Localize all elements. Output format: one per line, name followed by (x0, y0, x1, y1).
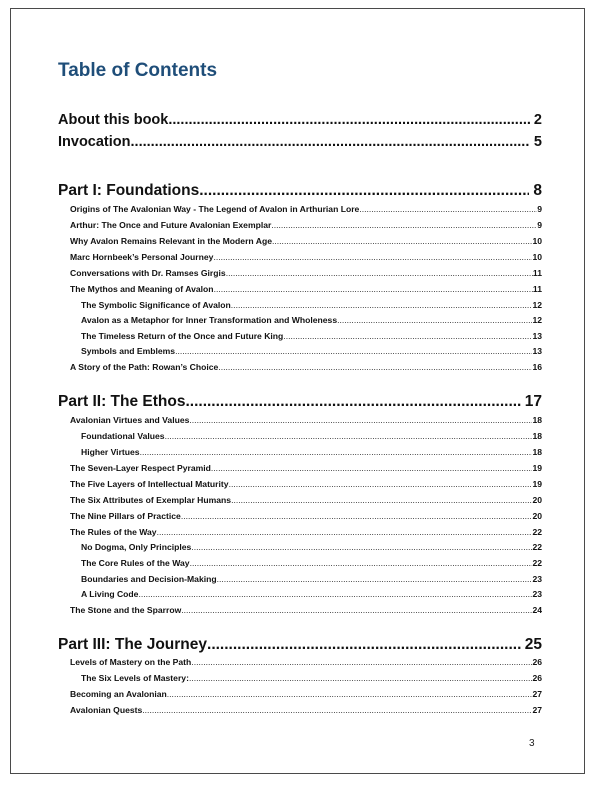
toc-part-heading (58, 636, 542, 654)
toc-entry-page: 23 (532, 574, 542, 584)
toc-entry (70, 705, 542, 715)
document-page (10, 8, 585, 774)
toc-entry (70, 236, 542, 246)
toc-entry (70, 657, 542, 667)
toc-entry-page: 10 (532, 252, 542, 262)
toc-entry (81, 574, 542, 584)
dot-leader (189, 415, 532, 425)
toc-entry (70, 495, 542, 505)
toc-entry (70, 362, 542, 372)
toc-entry-title: Marc Hornbeek’s Personal Journey (70, 252, 214, 262)
toc-entry (81, 673, 542, 683)
dot-leader (185, 393, 520, 411)
dot-leader (142, 705, 532, 715)
toc-entry (81, 346, 542, 356)
toc-entry (70, 463, 542, 473)
toc-entry-page: 13 (532, 331, 542, 341)
toc-entry (81, 331, 542, 341)
toc-entry-title: The Stone and the Sparrow (70, 605, 182, 615)
toc-entry-page: 9 (537, 220, 542, 230)
toc-entry-page: 10 (532, 236, 542, 246)
dot-leader (175, 346, 532, 356)
page-title: Table of Contents (58, 60, 218, 81)
dot-leader (229, 479, 533, 489)
toc-entry (70, 415, 542, 425)
toc-entry (58, 134, 542, 150)
toc-entry (81, 431, 542, 441)
toc-entry-page: 26 (532, 657, 542, 667)
toc-entry-title: No Dogma, Only Principles (81, 542, 192, 552)
dot-leader (191, 542, 532, 552)
toc-entry-title: The Rules of the Way (70, 527, 157, 537)
toc-entry-page: 17 (524, 393, 542, 410)
toc-entry-title: Part I: Foundations (58, 182, 200, 199)
toc-entry-title: The Six Levels of Mastery: (81, 673, 189, 683)
dot-leader (181, 605, 532, 615)
toc-entry-title: About this book (58, 112, 169, 128)
toc-entry (70, 479, 542, 489)
dot-leader (283, 331, 532, 341)
toc-entry-page: 27 (532, 705, 542, 715)
toc-entry-title: Symbols and Emblems (81, 346, 176, 356)
toc-entry-page: 27 (532, 689, 542, 699)
toc-entry-title: Origins of The Avalonian Way - The Legend of Avalon in Arthurian Lore (70, 204, 360, 214)
toc-entry (70, 204, 542, 214)
toc-entry-page: 16 (532, 362, 542, 372)
dot-leader (167, 689, 533, 699)
toc-entry-title: The Timeless Return of the Once and Future King (81, 331, 284, 341)
toc-entry-page: 18 (532, 415, 542, 425)
dot-leader (359, 204, 537, 214)
toc-entry-title: A Living Code (81, 589, 139, 599)
dot-leader (168, 112, 530, 128)
toc-part-heading (58, 393, 542, 411)
toc-entry-page: 20 (532, 495, 542, 505)
toc-entry-page: 20 (532, 511, 542, 521)
toc-entry-title: Part II: The Ethos (58, 393, 186, 410)
toc-entry (70, 605, 542, 615)
toc-list (11, 9, 584, 773)
dot-leader (231, 300, 533, 310)
toc-entry-title: The Six Attributes of Exemplar Humans (70, 495, 232, 505)
toc-entry (81, 315, 542, 325)
dot-leader (337, 315, 532, 325)
toc-entry (70, 511, 542, 521)
dot-leader (231, 495, 532, 505)
toc-entry-title: The Mythos and Meaning of Avalon (70, 284, 214, 294)
dot-leader (214, 284, 533, 294)
toc-entry-page: 25 (524, 636, 542, 653)
toc-entry-title: The Five Layers of Intellectual Maturity (70, 479, 229, 489)
dot-leader (213, 252, 532, 262)
dot-leader (157, 527, 533, 537)
dot-leader (217, 574, 533, 584)
toc-entry-title: Higher Virtues (81, 447, 140, 457)
dot-leader (138, 589, 532, 599)
toc-entry (70, 268, 542, 278)
toc-entry-page: 8 (533, 182, 542, 199)
toc-entry-title: The Core Rules of the Way (81, 558, 190, 568)
dot-leader (165, 431, 533, 441)
dot-leader (189, 673, 532, 683)
toc-entry-page: 11 (532, 268, 542, 278)
dot-leader (190, 558, 533, 568)
dot-leader (211, 463, 533, 473)
toc-entry-title: Becoming an Avalonian (70, 689, 167, 699)
dot-leader (207, 636, 521, 654)
toc-entry (58, 112, 542, 128)
toc-entry (81, 300, 542, 310)
toc-entry-title: Avalonian Virtues and Values (70, 415, 190, 425)
toc-entry (70, 284, 542, 294)
toc-entry-page: 19 (532, 463, 542, 473)
toc-entry-page: 22 (532, 558, 542, 568)
dot-leader (226, 268, 533, 278)
toc-entry-title: Part III: The Journey (58, 636, 208, 653)
dot-leader (199, 182, 529, 200)
toc-entry-title: Avalonian Quests (70, 705, 143, 715)
toc-entry-title: The Nine Pillars of Practice (70, 511, 181, 521)
toc-entry-page: 18 (532, 431, 542, 441)
dot-leader (140, 447, 533, 457)
toc-entry-page: 26 (532, 673, 542, 683)
toc-entry-title: The Symbolic Significance of Avalon (81, 300, 231, 310)
dot-leader (131, 134, 530, 150)
page-number: 3 (529, 738, 535, 749)
toc-entry (70, 220, 542, 230)
toc-entry-page: 11 (532, 284, 542, 294)
toc-entry-title: Conversations with Dr. Ramses Girgis (70, 268, 226, 278)
toc-entry-title: Boundaries and Decision-Making (81, 574, 217, 584)
dot-leader (272, 236, 532, 246)
toc-entry-page: 2 (533, 112, 542, 128)
toc-entry (81, 542, 542, 552)
toc-entry-title: A Story of the Path: Rowan’s Choice (70, 362, 219, 372)
dot-leader (271, 220, 537, 230)
toc-entry-title: Levels of Mastery on the Path (70, 657, 192, 667)
toc-entry-page: 5 (533, 134, 542, 150)
toc-entry-title: Invocation (58, 134, 131, 150)
toc-entry-page: 22 (532, 527, 542, 537)
toc-part-heading (58, 182, 542, 200)
toc-entry (70, 689, 542, 699)
toc-entry (81, 447, 542, 457)
toc-entry (70, 527, 542, 537)
toc-entry-title: Avalon as a Metaphor for Inner Transformation and Wholeness (81, 315, 338, 325)
dot-leader (181, 511, 533, 521)
toc-entry-page: 22 (532, 542, 542, 552)
toc-entry (70, 252, 542, 262)
dot-leader (218, 362, 532, 372)
toc-entry-page: 12 (532, 300, 542, 310)
toc-entry-page: 12 (532, 315, 542, 325)
toc-entry-page: 19 (532, 479, 542, 489)
toc-entry-title: Foundational Values (81, 431, 165, 441)
toc-entry-page: 24 (532, 605, 542, 615)
toc-entry-page: 23 (532, 589, 542, 599)
toc-entry-title: The Seven-Layer Respect Pyramid (70, 463, 211, 473)
toc-entry-title: Arthur: The Once and Future Avalonian Exemplar (70, 220, 272, 230)
toc-entry-page: 18 (532, 447, 542, 457)
toc-entry-page: 9 (537, 204, 542, 214)
toc-entry (81, 558, 542, 568)
toc-entry (81, 589, 542, 599)
dot-leader (191, 657, 532, 667)
toc-entry-page: 13 (532, 346, 542, 356)
toc-entry-title: Why Avalon Remains Relevant in the Modern Age (70, 236, 272, 246)
